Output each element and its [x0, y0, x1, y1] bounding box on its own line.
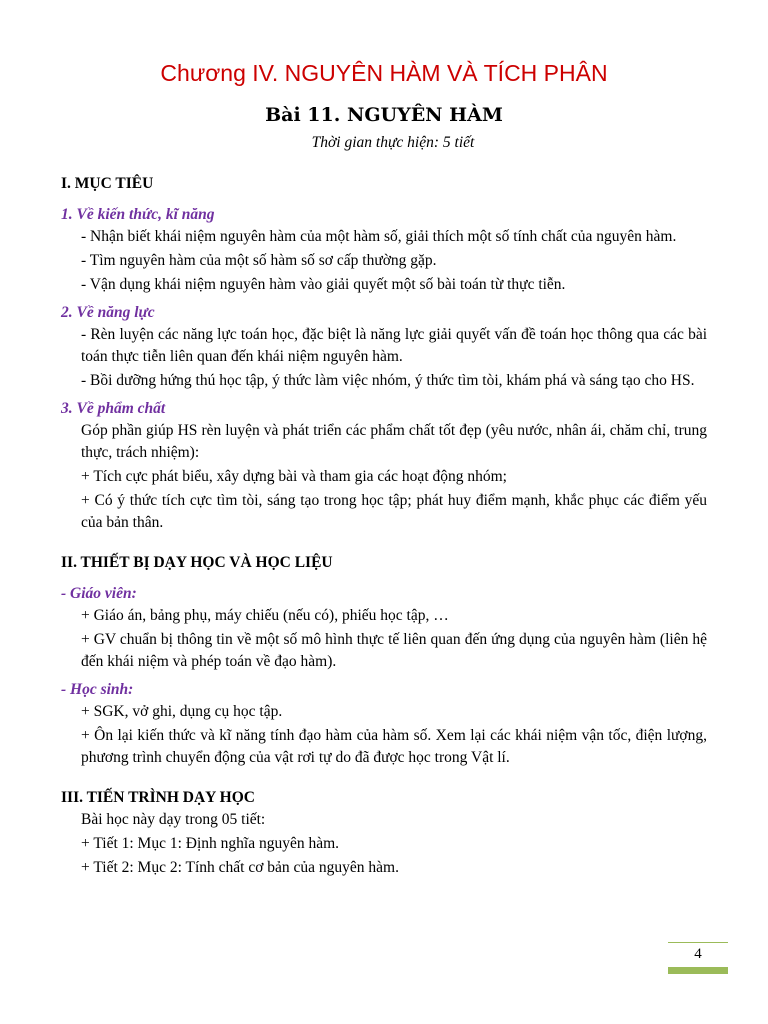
paragraph: Góp phần giúp HS rèn luyện và phát triển các phẩm chất tốt đẹp (yêu nước, nhân ái, chăm chỉ, trung thực, trách nhiệm): — [81, 422, 707, 461]
paragraph: - Vận dụng khái niệm nguyên hàm vào giải quyết một số bài toán từ thực tiễn. — [81, 276, 566, 293]
lesson-title: Bài 11. NGUYÊN HÀM — [265, 104, 503, 126]
paragraph: + Có ý thức tích cực tìm tòi, sáng tạo trong học tập; phát huy điểm mạnh, khắc phục các điểm yếu của bản thân. — [81, 492, 707, 531]
subsection-quality-heading: 3. Về phẩm chất — [61, 400, 166, 417]
paragraph: - Rèn luyện các năng lực toán học, đặc biệt là năng lực giải quyết vấn đề toán học thông qua các bài toán thực tiễn liên quan đến khái niệm nguyên hàm. — [81, 326, 707, 365]
page-number: 4 — [694, 946, 702, 962]
document-body — [61, 173, 707, 879]
section-objectives-heading: I. MỤC TIÊU — [61, 175, 154, 192]
chapter-title: Chương IV. NGUYÊN HÀM VÀ TÍCH PHÂN — [160, 60, 608, 86]
footer-rule-bottom — [668, 967, 728, 974]
footer-rule-top — [668, 942, 728, 943]
section-equipment-heading: II. THIẾT BỊ DẠY HỌC VÀ HỌC LIỆU — [61, 554, 333, 571]
paragraph: + Ôn lại kiến thức và kĩ năng tính đạo hàm của hàm số. Xem lại các khái niệm vận tốc, điện lượng, phương trình chuyển động của vật rơi tự do đã được học trong Vật lí. — [81, 727, 707, 766]
paragraph: Bài học này dạy trong 05 tiết: — [81, 811, 266, 828]
paragraph: + Tích cực phát biểu, xây dựng bài và tham gia các hoạt động nhóm; — [81, 468, 507, 485]
subsection-competency-heading: 2. Về năng lực — [61, 304, 155, 321]
paragraph: + Tiết 1: Mục 1: Định nghĩa nguyên hàm. — [81, 835, 340, 852]
paragraph: + Tiết 2: Mục 2: Tính chất cơ bản của nguyên hàm. — [81, 859, 399, 876]
student-heading: - Học sinh: — [61, 681, 134, 698]
paragraph: - Bồi dưỡng hứng thú học tập, ý thức làm việc nhóm, ý thức tìm tòi, khám phá và sáng tạo cho HS. — [81, 372, 695, 389]
section-process-heading: III. TIẾN TRÌNH DẠY HỌC — [61, 789, 255, 806]
lesson-time: Thời gian thực hiện: 5 tiết — [311, 134, 475, 151]
paragraph: - Nhận biết khái niệm nguyên hàm của một hàm số, giải thích một số tính chất của nguyên hàm. — [81, 228, 677, 245]
paragraph: + SGK, vở ghi, dụng cụ học tập. — [81, 703, 283, 720]
subsection-knowledge-heading: 1. Về kiến thức, kĩ năng — [61, 206, 215, 223]
paragraph: - Tìm nguyên hàm của một số hàm số sơ cấp thường gặp. — [81, 252, 437, 269]
paragraph: + Giáo án, bảng phụ, máy chiếu (nếu có), phiếu học tập, … — [81, 607, 449, 624]
teacher-heading: - Giáo viên: — [61, 585, 137, 602]
paragraph: + GV chuẩn bị thông tin về một số mô hình thực tế liên quan đến ứng dụng của nguyên hàm (liên hệ đến khái niệm và phép toán về đạo hàm). — [81, 631, 707, 670]
